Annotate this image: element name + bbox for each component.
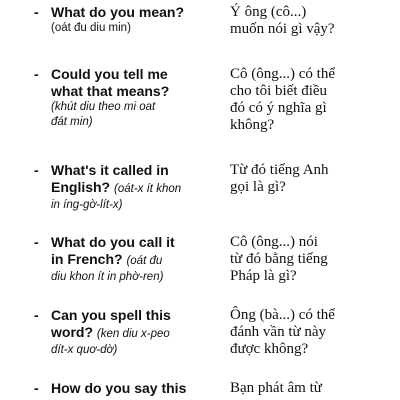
bullet-dash: - xyxy=(34,307,39,323)
vietnamese-line: muốn nói gì vậy? xyxy=(230,21,335,37)
english-phrase xyxy=(51,66,211,130)
pronunciation-inline: (oát đu xyxy=(126,255,163,267)
vietnamese-line: Ý ông (cô...) xyxy=(230,4,307,20)
pronunciation-inline: (oát-x ít khon xyxy=(114,183,182,195)
vietnamese-translation xyxy=(230,4,380,38)
english-phrase xyxy=(51,307,211,358)
vietnamese-line: từ đó bằng tiếng xyxy=(230,251,328,267)
bullet-dash: - xyxy=(34,234,39,250)
vietnamese-line: không? xyxy=(230,117,275,133)
pronunciation-inline: (ken diu x-peo xyxy=(96,328,170,340)
vietnamese-translation xyxy=(230,162,380,196)
vietnamese-line: cho tôi biết điều xyxy=(230,83,328,99)
english-line: How do you say this xyxy=(51,380,187,396)
vietnamese-translation xyxy=(230,380,380,397)
vietnamese-translation xyxy=(230,234,380,285)
pronunciation-line: dít-x quơ-dờ) xyxy=(51,344,118,356)
vietnamese-line: Từ đó tiếng Anh xyxy=(230,162,329,178)
english-line: What's it called in xyxy=(51,162,169,178)
pronunciation-line: diu khon ít in phờ-ren) xyxy=(51,271,164,283)
english-line: What do you call it xyxy=(51,234,175,250)
vietnamese-line: đó có ý nghĩa gì xyxy=(230,100,327,116)
english-line: What do you mean? xyxy=(51,4,184,20)
vietnamese-line: đánh vần từ này xyxy=(230,324,327,340)
bullet-dash: - xyxy=(34,66,39,82)
bullet-dash: - xyxy=(34,380,39,396)
english-line: what that means? xyxy=(51,83,170,99)
pronunciation-line: (oát đu diu min) xyxy=(51,22,131,34)
english-line: English? xyxy=(51,179,111,195)
vietnamese-line: Bạn phát âm từ xyxy=(230,380,322,396)
english-line: Could you tell me xyxy=(51,66,168,82)
english-phrase xyxy=(51,162,211,213)
bullet-dash: - xyxy=(34,4,39,20)
pronunciation-line: in íng-gờ-lít-x) xyxy=(51,199,123,211)
vietnamese-line: Pháp là gì? xyxy=(230,268,297,284)
bullet-dash: - xyxy=(34,162,39,178)
english-phrase xyxy=(51,380,211,397)
vietnamese-line: Cô (ông...) nói xyxy=(230,234,318,250)
vietnamese-translation xyxy=(230,66,380,134)
english-line: Can you spell this xyxy=(51,307,171,323)
english-line: word? xyxy=(51,324,93,340)
pronunciation-line: đát min) xyxy=(51,116,93,128)
vietnamese-line: được không? xyxy=(230,341,309,357)
english-line: in French? xyxy=(51,251,123,267)
vietnamese-line: Cô (ông...) có thể xyxy=(230,66,335,82)
vietnamese-line: Ông (bà...) có thể xyxy=(230,307,335,323)
english-phrase xyxy=(51,4,211,36)
vietnamese-line: gọi là gì? xyxy=(230,179,286,195)
pronunciation-line: (khút diu theo mi oat xyxy=(51,101,156,113)
english-phrase xyxy=(51,234,211,285)
vietnamese-translation xyxy=(230,307,380,358)
